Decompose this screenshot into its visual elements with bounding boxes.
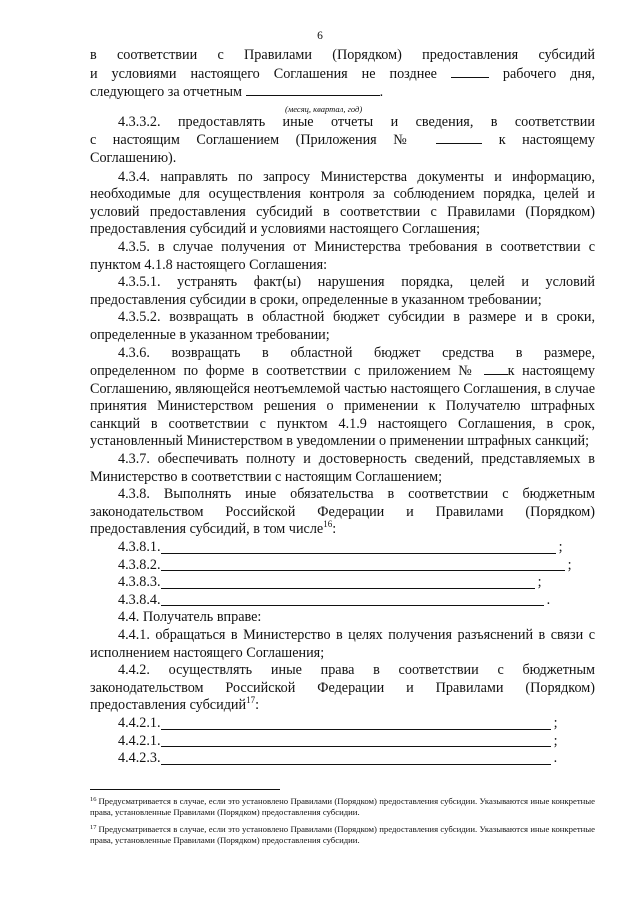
text-fragment: 4.4.2. осуществлять иные права в соответствии с бюджетным законодательством Российской Федерации и Правилами (Порядком) предоставления субсидий [90,662,595,714]
footnote-ref-16: 16 [323,519,333,530]
footnote-ref-17: 17 [246,695,256,706]
clause-4-3-4: 4.3.4. направлять по запросу Министерства документы и информацию, необходимые для осуществления контроля за соблюдением порядка, целей и условий предоставления субсидий в соответствии с Правилами (Порядком) предоставления субсидий и условиями настоящего Соглашения; [90,168,595,238]
item-end: ; [558,539,563,556]
paragraph-continuation-line-2 [90,65,595,84]
text-fragment: рабочего дня, [502,65,596,82]
blank-line [161,752,551,765]
clause-4-4-1: 4.4.1. обращаться в Министерство в целях получения разъяснений в связи с исполнением настоящего Соглашения; [90,627,595,661]
clause-4-3-8 [90,486,595,539]
item-end: ; [553,732,558,749]
paragraph-continuation-line-1: в соответствии с Правилами (Порядком) предоставления субсидий [90,47,595,63]
text-fragment: : [255,697,260,714]
clause-4-4-2 [90,662,595,715]
text-fragment: к настоящему [498,132,595,149]
text-fragment: . [379,84,384,101]
text-fragment: к настоящему [507,363,595,380]
footnote-number: 17 [90,824,97,831]
clause-4-4: 4.4. Получатель вправе: [118,609,262,626]
text-fragment: : [332,521,337,538]
blank-line [451,65,489,78]
blank-line [436,131,482,144]
item-label: 4.4.2.1. [118,714,161,731]
blank-item-4-3-8-2 [90,557,595,575]
blank-item-4-4-2-3 [90,750,595,768]
clause-4-3-3-2-line-2 [90,131,595,150]
clause-4-3-6-rest: Соглашению, являющейся неотъемлемой частью настоящего Соглашения, в случае принятия Министерством решения о применении к Получателю штрафных санкций в соответствии с пунктом 4.1.9 настоящего Соглашения, в срок, установленный Министерством в уведомлении о применении штрафных санкций; [90,380,595,450]
document-body [90,47,595,768]
footnote-number: 16 [90,796,97,803]
item-label: 4.4.2.1. [118,732,161,749]
page-number: 6 [317,30,323,42]
item-label: 4.3.8.2. [118,556,161,573]
text-fragment: с настоящим Соглашением (Приложения № [90,132,420,149]
clause-4-3-6-line-1: 4.3.6. возвращать в областной бюджет средства в размере, [118,344,595,361]
text-fragment: 4.3.8. Выполнять иные обязательства в соответствии с бюджетным законодательством Российской Федерации и Правилами (Порядком) предоставления субсидий, в том числе [90,486,595,538]
item-end: . [546,591,551,608]
blank-line [484,362,508,375]
blank-line [161,576,535,589]
clause-4-3-6-line-2 [90,362,595,381]
item-label: 4.3.8.4. [118,591,161,608]
footnote-16 [90,796,595,818]
paragraph-continuation-line-3 [90,83,595,102]
blank-line [161,717,551,730]
item-label: 4.3.8.1. [118,539,161,556]
footnote-text: Предусматривается в случае, если это установлено Правилами (Порядком) предоставления субсидии. Указываются иные конкретные права, установленные Правилами (Порядком) предоставления субсидии. [90,796,595,817]
footnote-text: Предусматривается в случае, если это установлено Правилами (Порядком) предоставления субсидии. Указываются иные конкретные права, установленные Правилами (Порядком) предоставления субсидии. [90,824,595,845]
clause-4-3-3-2-line-1: 4.3.3.2. предоставлять иные отчеты и сведения, в соответствии [118,113,595,130]
clause-4-3-5-2: 4.3.5.2. возвращать в областной бюджет субсидии в размере и в сроки, определенные в указанном требовании; [90,309,595,343]
blank-line [161,558,565,571]
item-label: 4.4.2.3. [118,750,161,767]
clause-4-3-7: 4.3.7. обеспечивать полноту и достоверность сведений, представляемых в Министерство в соответствии с настоящим Соглашением; [90,451,595,485]
field-caption: (месяц, квартал, год) [285,103,363,114]
item-end: ; [553,714,558,731]
clause-4-3-5-1: 4.3.5.1. устранять факт(ы) нарушения порядка, целей и условий предоставления субсидии в сроки, определенные в указанном требовании; [90,274,595,308]
blank-line [161,734,551,747]
clause-4-3-3-2-line-3: Соглашению). [90,149,177,166]
item-end: ; [567,556,572,573]
text-fragment: следующего за отчетным [90,84,243,101]
blank-line [161,593,544,606]
blank-line [161,541,556,554]
item-label: 4.3.8.3. [118,574,161,591]
footnotes [90,796,595,852]
text-fragment: определенном по форме в соответствии с приложением № [90,363,476,380]
text-fragment: и условиями настоящего Соглашения не позднее [90,65,437,82]
blank-item-4-3-8-1 [90,539,595,557]
blank-item-4-3-8-3 [90,574,595,592]
blank-line [246,83,380,96]
clause-4-3-5: 4.3.5. в случае получения от Министерства требования в соответствии с пунктом 4.1.8 настоящего Соглашения: [90,238,595,273]
blank-item-4-4-2-1-second [90,733,595,751]
footnote-separator [90,789,280,790]
blank-item-4-4-2-1 [90,715,595,733]
item-end: ; [537,574,542,591]
blank-item-4-3-8-4 [90,592,595,610]
item-end: . [553,750,558,767]
footnote-17 [90,824,595,846]
